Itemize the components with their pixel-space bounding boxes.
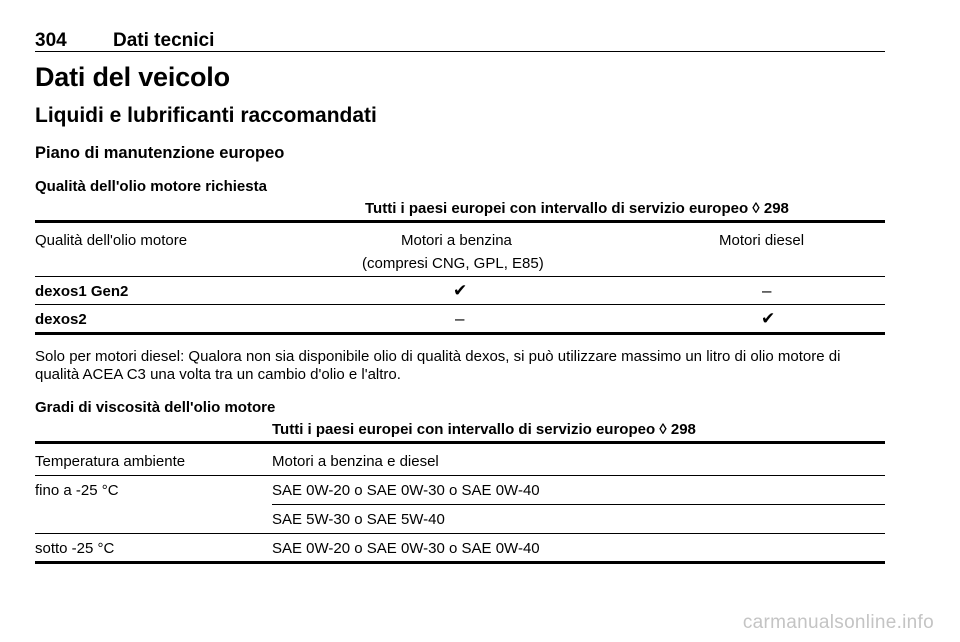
table-rule xyxy=(35,561,885,564)
table-rule xyxy=(35,441,885,444)
oil-quality-caption: Tutti i paesi europei con intervallo di servizio europeo ◊ 298 xyxy=(365,200,789,217)
header-rule xyxy=(35,51,885,52)
table-row-name: dexos2 xyxy=(35,311,87,328)
dash-icon: – xyxy=(455,309,465,328)
viscosity-heading: Gradi di viscosità dell'olio motore xyxy=(35,399,276,416)
page-title: Dati del veicolo xyxy=(35,62,230,92)
table-row-temp: sotto -25 °C xyxy=(35,540,115,557)
page-number: 304 xyxy=(35,30,67,51)
check-icon: ✔ xyxy=(761,309,776,328)
visc-col-grade: Motori a benzina e diesel xyxy=(272,453,439,470)
table-rule xyxy=(35,475,885,476)
table-row-grade: SAE 0W-20 o SAE 0W-30 o SAE 0W-40 xyxy=(272,482,540,499)
table-rule xyxy=(35,220,885,223)
watermark: carmanualsonline.info xyxy=(742,612,934,633)
viscosity-caption: Tutti i paesi europei con intervallo di servizio europeo ◊ 298 xyxy=(272,421,696,438)
table-row-grade: SAE 5W-30 o SAE 5W-40 xyxy=(272,511,445,528)
table-row-grade: SAE 0W-20 o SAE 0W-30 o SAE 0W-40 xyxy=(272,540,540,557)
visc-col-temp: Temperatura ambiente xyxy=(35,453,186,470)
check-icon: ✔ xyxy=(453,281,468,300)
oil-col-petrol-sub: (compresi CNG, GPL, E85) xyxy=(362,255,544,272)
section-header: Dati tecnici xyxy=(113,30,215,51)
table-row-name: dexos1 Gen2 xyxy=(35,283,129,300)
table-rule xyxy=(35,332,885,335)
oil-quality-heading: Qualità dell'olio motore richiesta xyxy=(35,178,267,195)
oil-col-petrol: Motori a benzina xyxy=(401,232,512,249)
page-subtitle: Liquidi e lubrificanti raccomandati xyxy=(35,104,377,127)
section-title: Piano di manutenzione europeo xyxy=(35,144,285,162)
table-row-temp: fino a -25 °C xyxy=(35,482,119,499)
table-rule xyxy=(35,276,885,277)
table-rule xyxy=(35,533,885,534)
oil-col-diesel: Motori diesel xyxy=(719,232,805,249)
diesel-note: Solo per motori diesel: Qualora non sia disponibile olio di qualità dexos, si può utilizzare massimo un litro di olio motore di qualità ACEA C3 una volta tra un cambio d'olio e l'altro. xyxy=(35,348,841,383)
dash-icon: – xyxy=(762,281,772,300)
oil-col-quality: Qualità dell'olio motore xyxy=(35,232,188,249)
table-rule xyxy=(272,504,885,505)
table-rule xyxy=(35,304,885,305)
